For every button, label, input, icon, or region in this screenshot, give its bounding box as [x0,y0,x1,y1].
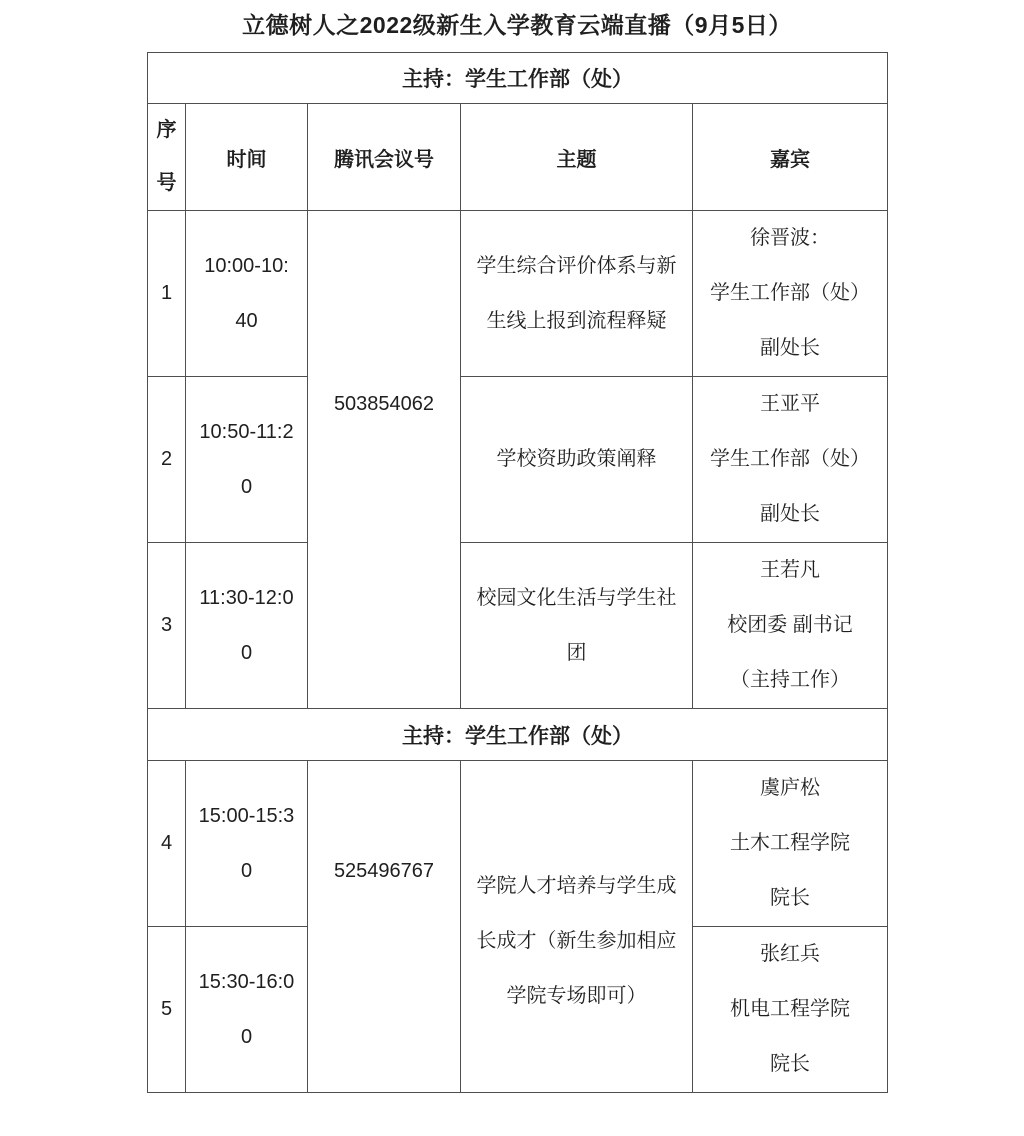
guest-line: 张红兵 [760,943,821,965]
topic-line: 生线上报到流程释疑 [486,309,667,332]
col-header-index-line-1: 序 [156,119,177,141]
guest-line: 王亚平 [760,393,821,415]
guest-line: 院长 [770,1053,811,1075]
host-banner-mid: 主持：学生工作部（处） [148,709,888,761]
time-line: 11:30-12:0 [199,586,294,609]
time-line: 40 [235,309,258,332]
column-header-row [148,104,888,211]
time-line: 0 [240,1025,253,1048]
guest-line: 土木工程学院 [730,832,851,854]
topic-line: 团 [566,641,587,664]
time-line: 10:50-11:2 [199,420,294,443]
time-cell [186,543,308,709]
time-line: 0 [240,475,253,498]
host-banner-top: 主持：学生工作部（处） [148,53,888,104]
topic-line: 长成才（新生参加相应 [476,930,677,952]
guest-line: 王若凡 [760,559,821,581]
time-cell [186,377,308,543]
document-page [147,0,887,1093]
topic-line: 学院人才培养与学生成 [476,875,677,897]
guest-line: 机电工程学院 [730,998,851,1020]
topic-cell-afternoon [461,761,693,1093]
meeting-id-cell-afternoon [308,761,461,1093]
col-header-topic: 主题 [461,104,693,211]
guest-cell [693,927,888,1093]
index-cell: 3 [148,543,186,709]
topic-line: 学生综合评价体系与新 [476,254,677,277]
time-line: 15:30-16:0 [198,970,295,993]
col-header-guest: 嘉宾 [693,104,888,211]
time-line: 0 [240,641,253,664]
index-cell: 5 [148,927,186,1093]
guest-line: 校团委 副书记 [727,614,853,636]
time-line: 15:00-15:3 [198,804,295,827]
table-row [148,211,888,377]
guest-cell [693,211,888,377]
table-row [148,377,888,543]
guest-line: （主持工作） [730,669,851,691]
topic-cell [461,211,693,377]
meeting-id-afternoon: 525496767 [333,860,435,882]
index-cell: 4 [148,761,186,927]
guest-line: 学生工作部（处） [710,282,871,304]
guest-line: 徐晋波： [750,227,831,249]
index-cell: 2 [148,377,186,543]
time-cell [186,211,308,377]
time-cell [186,927,308,1093]
col-header-meeting: 腾讯会议号 [308,104,461,211]
meeting-id-morning: 503854062 [333,393,435,415]
guest-cell [693,761,888,927]
host-banner-row-mid [148,709,888,761]
col-header-index-line-2: 号 [156,172,177,194]
host-banner-row-top [148,53,888,104]
guest-line: 虞庐松 [760,777,821,799]
col-header-time: 时间 [186,104,308,211]
col-header-index [148,104,186,211]
guest-line: 副处长 [760,337,821,359]
guest-cell [693,377,888,543]
page-title: 立德树人之2022级新生入学教育云端直播（9月5日） [242,12,792,38]
topic-line: 学院专场即可） [506,985,647,1007]
meeting-id-cell-morning [308,211,461,709]
time-line: 0 [240,859,253,882]
guest-line: 学生工作部（处） [710,448,871,470]
table-row [148,543,888,709]
topic-cell [461,377,693,543]
guest-line: 副处长 [760,503,821,525]
topic-line: 校园文化生活与学生社 [476,586,677,609]
time-cell [186,761,308,927]
time-line: 10:00-10: [204,254,289,277]
schedule-table [147,52,888,1093]
guest-line: 院长 [770,887,811,909]
table-row [148,761,888,927]
topic-line: 学校资助政策阐释 [496,448,657,470]
index-cell: 1 [148,211,186,377]
topic-cell [461,543,693,709]
guest-cell [693,543,888,709]
